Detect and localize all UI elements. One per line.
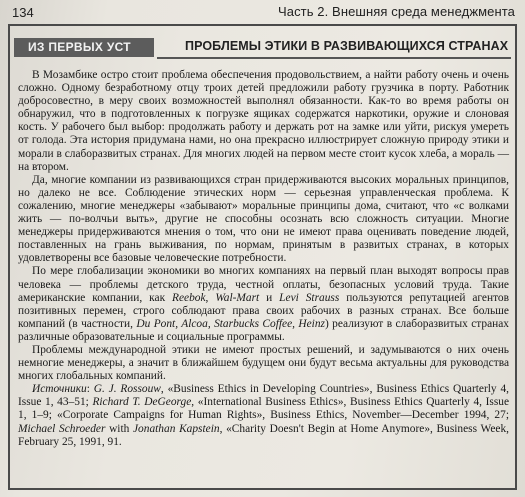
company-reebok: Reebok [172,291,206,304]
p3-sep-2: и [259,291,280,304]
paragraph-2: Да, многие компании из развивающихся стран придерживаются высоких моральных принципов, но далеко не все. Соблюдение этических норм — серьезная управленческая проблема. К сожалению, многие менеджеры «забывают» моральные принципы дома, считают, что «с волками жить — по-волчьи выть», другие не способны осознать всю сложность ситуации. Многие менеджеры придерживаются мнения о том, что они не имеют права оценивать поведение людей, поставленных на грань выживания, по нормам, принятым в развитых странах, в которых удовлетворены все базовые человеческие потребности. [18,173,509,265]
paragraph-1: В Мозамбике остро стоит проблема обеспечения продовольствием, а найти работу очень и очень сложно. Одному безработному отцу троих детей предложили работу грузчика в порту. Работник добросовестно, в меру своих возможностей выполнял обязанности. Как-то во время работы он обнаружил, что в подготовленных к погрузке ящиках содержатся наркотики, оружие и слоновая кость. У рабочего был выбор: продолжать работу и держать рот на замке или уйти, рискуя умереть от голода. Эта история придумана нами, но она прекрасно иллюстрирует сложную природу этики и морали в слаборазвитых странах. Для многих людей на первом месте стоит кусок хлеба, а мораль — на втором. [18,69,509,173]
page-number: 134 [12,5,34,20]
p3-text-3: ) реализуют в слаборазвитых странах различные образовательные и социальные программы. [18,317,509,343]
title-rule [157,57,511,59]
source-text-3: with [105,422,133,435]
sources: Источники: G. J. Rossouw, «Business Ethics in Developing Countries», Business Ethics Quarterly 4, Issue 1, 43–51; Richard T. DeGeorge, «International Business Ethics», Business Ethics Quarterly 4, Issue 1, 1–9; «Corporate Campaigns for Human Rights», Business Ethics, November—December 1994, 27; Michael Schroeder with Jonathan Kapstein, «Charity Doesn't Begin at Home Anymore», Business Week, February 25, 1991, 91. [18,383,510,448]
part-title: Часть 2. Внешняя среда менеджмента [277,4,515,19]
box-body [18,69,509,449]
paragraph-4: Проблемы международной этики не имеют простых решений, и задумываются о них очень немногие менеджеры, а значит в ближайшем будущем они будут весьма актуальны для руководства многих глобальных компаний. [18,343,509,383]
sidebar-box [8,24,517,490]
source-author-2: Richard T. DeGeorge [92,396,192,409]
p3-text-2: пользуются репутацией агентов позитивных перемен, строго соблюдают права своих рабочих в разных странах. Все больше компаний (в частности, [18,291,509,330]
box-header [10,26,515,62]
p3-text-1: По мере глобализации экономики во многих компаниях на первый план выходят вопросы прав человека — проблемы детского труда, честной оплаты, безопасных условий труда. Такие американские компании, как [18,265,509,304]
source-text-1: , «Business Ethics in Developing Countries», Business Ethics Quarterly 4, Issue 1, 43–51; [18,383,510,409]
box-title: ПРОБЛЕМЫ ЭТИКИ В РАЗВИВАЮЩИХСЯ СТРАНАХ [185,39,509,53]
company-levi-strauss: Levi Strauss [279,291,340,304]
source-author-1: G. J. Rossouw [93,383,161,396]
source-author-4: Jonathan Kapstein [133,422,220,435]
source-text-4: , «Charity Doesn't Begin at Home Anymore», Business Week, February 25, 1991, 91. [18,422,509,448]
source-author-3: Michael Schroeder [18,422,106,435]
running-head [8,3,515,23]
box-tag: ИЗ ПЕРВЫХ УСТ [14,38,154,57]
company-list: Du Pont, Alcoa, Starbucks Coffee, Heinz [136,317,325,330]
paragraph-3 [18,265,509,344]
p3-sep-1: , [205,291,216,304]
company-walmart: Wal-Mart [215,291,260,304]
source-text-2: , «International Business Ethics», Business Ethics Quarterly 4, Issue 1, 1–9; «Corporate Campaigns for Human Rights», Business Ethics, November—December 1994, 27; [18,396,510,422]
sources-lead: Источники [32,383,87,396]
